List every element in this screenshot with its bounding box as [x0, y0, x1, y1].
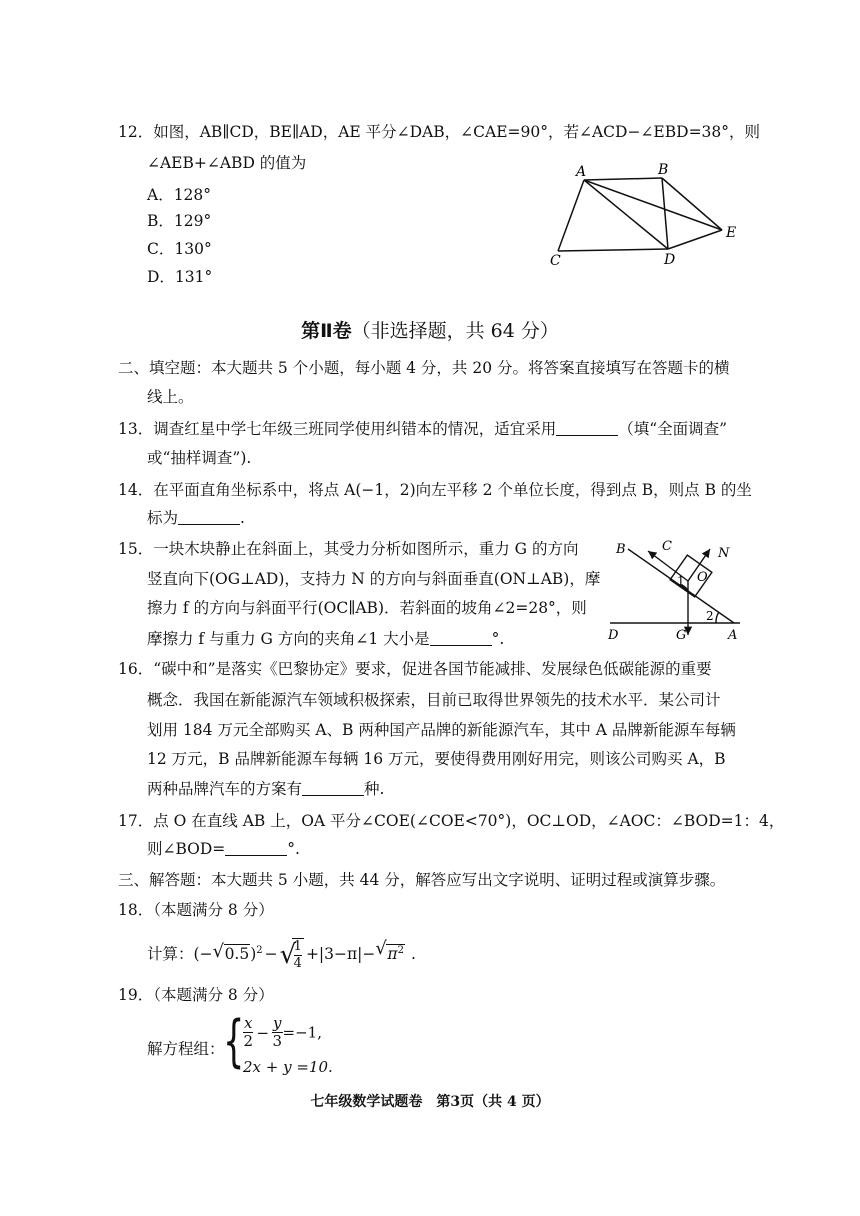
- fig12-label-e: E: [726, 225, 737, 241]
- q18-expr-d: +|3−π|−: [305, 945, 376, 964]
- q18-frac-den: 4: [293, 956, 302, 972]
- q15-text-b: °.: [491, 630, 505, 648]
- q13-line1: [118, 418, 727, 440]
- sec2-line2: 线上。: [147, 388, 194, 406]
- q19-frac2: [272, 1015, 282, 1050]
- fig12-label-c: C: [550, 253, 561, 268]
- q16-text-a: 两种品牌汽车的方案有: [147, 780, 303, 798]
- q15-answer-blank[interactable]: [430, 630, 492, 646]
- q15-text-a: 摩擦力 f 与重力 G 方向的夹角∠1 大小是: [147, 630, 430, 648]
- part2-title-rest: （非选择题，共 64 分）: [351, 320, 559, 342]
- q19-minus: −: [256, 1023, 270, 1042]
- q12-option-a[interactable]: A．128°: [147, 186, 212, 204]
- fig12-seg-de: [668, 230, 722, 249]
- fig15-label-2: 2: [706, 609, 714, 623]
- q12-option-c[interactable]: C．130°: [147, 240, 212, 258]
- fig12-seg-bd: [662, 178, 668, 249]
- q18-expr-end: .: [410, 945, 416, 964]
- q14-answer-blank[interactable]: [178, 509, 240, 525]
- q18-sup1: 2: [256, 945, 263, 956]
- q18-expr-a: (−: [193, 945, 213, 964]
- q19-label: 解方程组：: [147, 1040, 225, 1058]
- q14-line2: [147, 507, 245, 529]
- q15-line2: 竖直向下(OG⊥AD)，支持力 N 的方向与斜面垂直(ON⊥AB)，摩: [147, 570, 601, 588]
- q14-line1: 14．在平面直角坐标系中，将点 A(−1，2)向左平移 2 个单位长度，得到点 B，则点 B 的坐: [118, 481, 752, 499]
- q16-line3: 划用 184 万元全部购买 A、B 两种国产品牌的新能源汽车，其中 A 品牌新能源车每辆: [147, 721, 736, 739]
- q17-text-a: 则∠BOD=: [147, 840, 226, 858]
- q17-line2: [147, 838, 300, 860]
- q18-rad2: π: [387, 945, 398, 964]
- q18-sqrt2: [375, 938, 405, 964]
- page-footer: 七年级数学试题卷 第3页（共 4 页）: [310, 1094, 550, 1110]
- part2-title-bold: 第Ⅱ卷: [301, 320, 352, 342]
- q16-text-b: 种.: [364, 780, 385, 798]
- q15-line3: 擦力 f 的方向与斜面平行(OC∥AB)．若斜面的坡角∠2=28°，则: [147, 599, 587, 617]
- left-brace-icon: {: [223, 1009, 245, 1074]
- fig12-label-a: A: [576, 164, 587, 180]
- q18-expr-c: −: [264, 945, 278, 964]
- fig12-seg-ae: [584, 180, 722, 230]
- q19-frac1-den: 2: [243, 1032, 253, 1050]
- q13-line2: 或“抽样调查”).: [147, 449, 252, 467]
- q14-text-a: 标为: [147, 509, 179, 527]
- q13-text-a: 13．调查红星中学七年级三班同学使用纠错本的情况，适宜采用: [118, 420, 557, 438]
- q13-text-b: （填“全面调查”: [618, 420, 728, 438]
- q16-line5: [147, 778, 384, 800]
- fig12-seg-be: [662, 178, 722, 230]
- fig15-angle2-arc: [716, 612, 719, 623]
- q19-eq2: 2x + y =10.: [243, 1058, 333, 1076]
- q18-rad2-wrap: [386, 944, 405, 963]
- q18-expression: [147, 928, 416, 974]
- fig15-label-a: A: [728, 628, 738, 643]
- part2-title: [0, 318, 860, 344]
- fig15-label-b: B: [616, 542, 626, 557]
- fig15-label-c: C: [662, 539, 672, 554]
- q12-line1: 12．如图，AB∥CD，BE∥AD，AE 平分∠DAB，∠CAE=90°，若∠ACD−∠EBD=38°，则: [118, 123, 761, 141]
- fig12-seg-ac: [558, 180, 584, 251]
- q19-head: 19．（本题满分 8 分）: [118, 986, 274, 1004]
- sec3-line1: 三、解答题：本大题共 5 小题，共 44 分，解答应写出文字说明、证明过程或演算步骤。: [118, 871, 726, 889]
- q18-head: 18．（本题满分 8 分）: [118, 901, 274, 919]
- q16-answer-blank[interactable]: [302, 780, 364, 796]
- q15-figure: [600, 535, 750, 645]
- q19-eq1-rhs: =−1,: [282, 1023, 322, 1042]
- q18-rad1: 0.5: [224, 945, 250, 964]
- q15-line4: [147, 628, 504, 650]
- q12-option-b[interactable]: B．129°: [147, 212, 212, 230]
- q14-text-b: .: [240, 509, 245, 527]
- fig12-label-d: D: [664, 252, 676, 268]
- q15-line1: 15．一块木块静止在斜面上，其受力分析如图所示，重力 G 的方向: [118, 540, 579, 558]
- q12-option-d[interactable]: D．131°: [147, 268, 213, 286]
- q18-sqrt1: [212, 941, 251, 964]
- fig15-label-g: G: [676, 628, 687, 643]
- fig15-label-1: 1: [677, 574, 685, 588]
- q19-eq1: [243, 1015, 322, 1051]
- sec2-line1: 二、填空题：本大题共 5 个小题，每小题 4 分，共 20 分。将答案直接填写在答题卡的横: [118, 359, 730, 377]
- q19-frac1: [243, 1015, 253, 1050]
- q12-figure: [540, 158, 750, 268]
- radical-sign-icon: √: [375, 938, 387, 959]
- radical-sign-icon: √: [279, 940, 297, 971]
- q17-text-b: °.: [287, 840, 300, 858]
- radical-sign-icon: √: [212, 941, 225, 963]
- fig12-seg-ab: [584, 178, 662, 180]
- q18-sqrt-frac: [280, 938, 304, 972]
- q12-line2: ∠AEB+∠ABD 的值为: [147, 154, 307, 172]
- q18-sup2: 2: [397, 945, 404, 956]
- q18-expr-b: ): [250, 945, 257, 964]
- q18-frac-num: 1: [293, 939, 302, 955]
- fig15-label-n: N: [718, 546, 730, 561]
- q16-line2: 概念．我国在新能源汽车领域积极探索，目前已取得世界领先的技术水平．某公司计: [147, 691, 721, 709]
- fig12-seg-cd: [558, 249, 668, 251]
- fig15-label-d: D: [608, 628, 619, 643]
- q19-frac2-den: 3: [272, 1032, 283, 1050]
- q17-line1: 17．点 O 在直线 AB 上，OA 平分∠COE(∠COE<70°)，OC⊥OD，∠AOC：∠BOD=1：4，: [118, 812, 785, 830]
- q13-answer-blank[interactable]: [556, 420, 618, 436]
- q16-line4: 12 万元，B 品牌新能源车每辆 16 万元，要使得费用刚好用完，则该公司购买 A，B: [147, 750, 726, 768]
- q16-line1: 16．“碳中和”是落实《巴黎协定》要求，促进各国节能减排、发展绿色低碳能源的重要: [118, 660, 712, 678]
- fig12-seg-ad: [584, 180, 668, 249]
- q19-frac1-num: x: [244, 1014, 253, 1032]
- fig12-label-b: B: [658, 162, 669, 178]
- q17-answer-blank[interactable]: [225, 840, 287, 856]
- q19-frac2-num: y: [273, 1014, 282, 1032]
- q18-label: 计算：: [147, 945, 194, 964]
- fig15-label-o: O: [697, 570, 708, 585]
